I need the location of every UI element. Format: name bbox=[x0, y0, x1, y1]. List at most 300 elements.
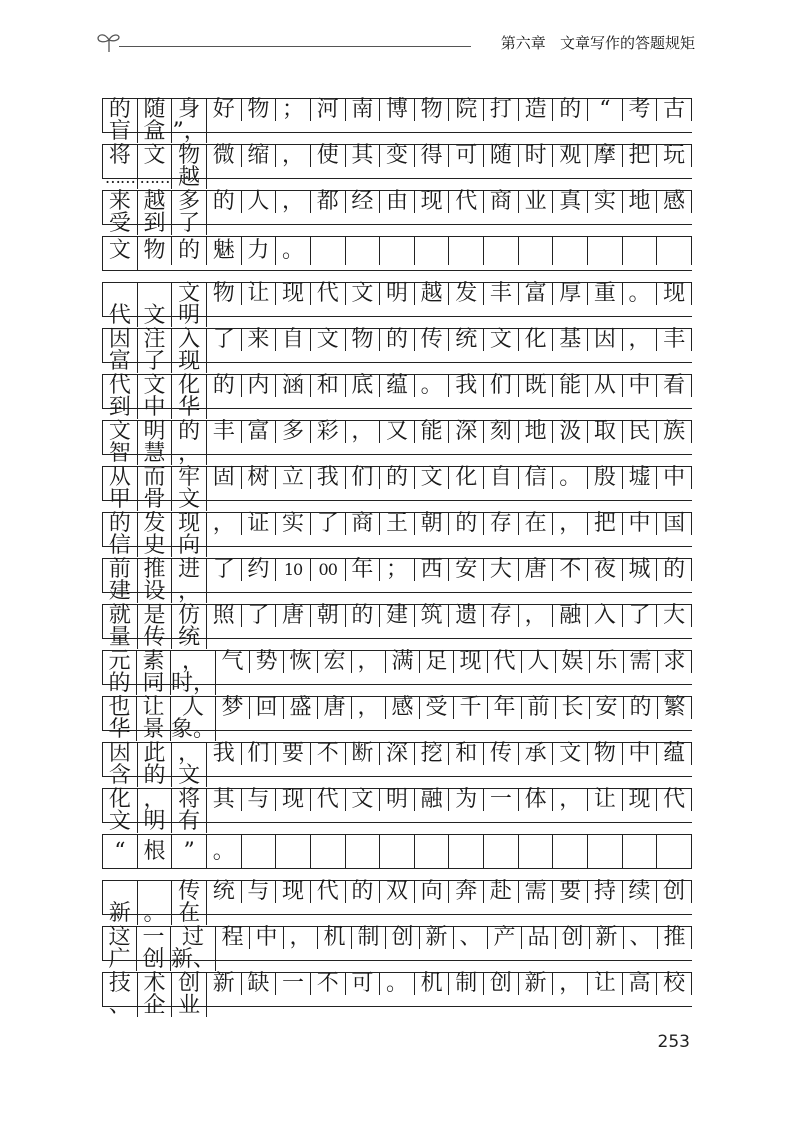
grid-cell: 厚 bbox=[553, 283, 588, 305]
grid-cell bbox=[553, 835, 588, 868]
grid-cell: 商 bbox=[346, 513, 381, 535]
grid-cell bbox=[346, 835, 381, 868]
grid-cell: 彩 bbox=[311, 421, 346, 443]
grid-row bbox=[102, 879, 692, 926]
grid-cell: 都 bbox=[311, 191, 346, 213]
grid-cell: 足 bbox=[420, 651, 454, 673]
grid-cell: 随 bbox=[484, 145, 519, 167]
grid-cell: 证 bbox=[242, 513, 277, 535]
grid-cell: 了 bbox=[623, 605, 658, 627]
grid-cell: 00 bbox=[311, 559, 346, 581]
grid-cell: 推 bbox=[138, 559, 173, 581]
grid-cell: 年 bbox=[346, 559, 381, 581]
grid-cell: 国 bbox=[657, 513, 692, 535]
grid-cell: 。 bbox=[623, 283, 658, 305]
grid-cell: 要 bbox=[553, 881, 588, 903]
grid-cell: 基 bbox=[553, 329, 588, 351]
grid-cell: 回 bbox=[250, 697, 284, 719]
grid-cell: 不 bbox=[311, 743, 346, 765]
writing-grid bbox=[102, 98, 692, 1018]
grid-cell: 让 bbox=[137, 697, 171, 719]
grid-cell: 高 bbox=[623, 973, 658, 995]
grid-cell: 的 bbox=[103, 673, 137, 695]
grid-cell bbox=[588, 237, 623, 265]
grid-cell: 来 bbox=[103, 191, 138, 213]
grid-cell: 大 bbox=[657, 605, 692, 627]
grid-cell: 业 bbox=[172, 995, 207, 1017]
grid-cell: 一 bbox=[276, 973, 311, 995]
grid-cell: 富 bbox=[242, 421, 277, 443]
grid-cell: ， bbox=[553, 973, 588, 995]
grid-cell: 了 bbox=[242, 605, 277, 627]
grid-cell: 新、 bbox=[170, 947, 215, 972]
grid-cell: 业 bbox=[519, 191, 554, 213]
grid-cell: 前 bbox=[103, 559, 138, 581]
grid-cell: 魅 bbox=[207, 237, 242, 265]
grid-cell: 城 bbox=[623, 559, 658, 581]
grid-cell: ， bbox=[346, 421, 381, 443]
grid-cell: 唐 bbox=[276, 605, 311, 627]
grid-cell: 为 bbox=[449, 789, 484, 811]
grid-cell: 赴 bbox=[484, 881, 519, 903]
grid-cell: 地 bbox=[623, 191, 658, 213]
grid-cell: 创 bbox=[657, 881, 692, 903]
grid-cell: 力 bbox=[242, 237, 277, 265]
grid-cell: 现 bbox=[276, 283, 311, 305]
grid-cell: 制 bbox=[352, 927, 386, 949]
grid-cell: 博 bbox=[380, 99, 415, 121]
grid-cell: 涵 bbox=[276, 375, 311, 397]
grid-cell: 代 bbox=[311, 283, 346, 305]
grid-cell: 发 bbox=[449, 283, 484, 305]
grid-cell: 断 bbox=[346, 743, 381, 765]
grid-cell: 新 bbox=[207, 973, 242, 995]
grid-cell: 安 bbox=[449, 559, 484, 581]
grid-cell: 明 bbox=[138, 421, 173, 443]
grid-cell: ； bbox=[380, 559, 415, 581]
grid-cell: 向 bbox=[172, 535, 207, 557]
grid-cell: 遗 bbox=[449, 605, 484, 627]
grid-cell: 与 bbox=[242, 881, 277, 903]
grid-cell: 人 bbox=[522, 651, 556, 673]
grid-cell: 机 bbox=[415, 973, 450, 995]
grid-cell: 中 bbox=[623, 375, 658, 397]
grid-cell: 了 bbox=[207, 329, 242, 351]
grid-cell: 量 bbox=[103, 627, 138, 649]
grid-cell: 的 bbox=[380, 329, 415, 351]
grid-cell: 在 bbox=[172, 903, 207, 925]
grid-cell: 明 bbox=[138, 811, 173, 833]
grid-cell: 新 bbox=[590, 927, 624, 949]
grid-cell: 创 bbox=[172, 973, 207, 995]
grid-cell: 其 bbox=[346, 145, 381, 167]
grid-cell: 。 bbox=[415, 375, 450, 397]
page-number: 253 bbox=[657, 1032, 690, 1052]
grid-cell bbox=[623, 237, 658, 265]
grid-cell: 既 bbox=[519, 375, 554, 397]
grid-cell: 安 bbox=[590, 697, 624, 719]
grid-cell: 文 bbox=[415, 467, 450, 489]
grid-cell: 筑 bbox=[415, 605, 450, 627]
chapter-title: 第六章 文章写作的答题规矩 bbox=[500, 34, 695, 52]
grid-cell: 的 bbox=[103, 513, 138, 535]
grid-cell: 的 bbox=[380, 467, 415, 489]
grid-cell: 代 bbox=[311, 881, 346, 903]
grid-cell: 而 bbox=[138, 467, 173, 489]
grid-cell: ， bbox=[276, 191, 311, 213]
grid-cell: 商 bbox=[484, 191, 519, 213]
grid-cell: 景 bbox=[137, 719, 171, 741]
grid-cell: 取 bbox=[588, 421, 623, 443]
grid-row bbox=[102, 741, 692, 788]
grid-cell: 越 bbox=[138, 191, 173, 213]
grid-cell: 一 bbox=[137, 927, 171, 949]
grid-cell: 慧 bbox=[138, 443, 173, 465]
grid-cell: 从 bbox=[588, 375, 623, 397]
grid-cell: 文 bbox=[138, 145, 173, 167]
grid-cell: 持 bbox=[588, 881, 623, 903]
grid-row bbox=[102, 925, 692, 972]
grid-cell: 繁 bbox=[658, 697, 692, 719]
grid-cell: 真 bbox=[553, 191, 588, 213]
grid-cell: 了 bbox=[138, 351, 173, 373]
grid-cell: 这 bbox=[103, 927, 137, 949]
grid-cell: 有 bbox=[172, 811, 207, 833]
grid-cell: 文 bbox=[103, 421, 138, 443]
grid-cell: 我 bbox=[207, 743, 242, 765]
grid-cell: 好 bbox=[207, 99, 242, 121]
grid-cell: 可 bbox=[346, 973, 381, 995]
grid-cell: 融 bbox=[415, 789, 450, 811]
grid-cell: 和 bbox=[449, 743, 484, 765]
grid-cell: 的 bbox=[346, 881, 381, 903]
grid-cell: 考 bbox=[623, 99, 658, 121]
sprout-icon bbox=[95, 30, 123, 54]
grid-cell: 越 bbox=[415, 283, 450, 305]
grid-cell: 丰 bbox=[207, 421, 242, 443]
grid-cell: 河 bbox=[311, 99, 346, 121]
grid-cell: 受 bbox=[420, 697, 454, 719]
grid-cell: 夜 bbox=[588, 559, 623, 581]
grid-cell: 文 bbox=[138, 305, 173, 327]
grid-cell: 续 bbox=[623, 881, 658, 903]
grid-cell bbox=[519, 835, 554, 868]
grid-cell: 文 bbox=[172, 489, 207, 511]
grid-row bbox=[102, 511, 692, 558]
grid-row bbox=[102, 236, 692, 271]
grid-cell: 树 bbox=[242, 467, 277, 489]
grid-cell bbox=[138, 283, 173, 305]
grid-cell: 也 bbox=[103, 697, 137, 719]
grid-cell: 朝 bbox=[415, 513, 450, 535]
grid-cell: 古 bbox=[657, 99, 692, 121]
grid-cell: 殷 bbox=[588, 467, 623, 489]
grid-cell: 现 bbox=[172, 351, 207, 373]
grid-cell: 西 bbox=[415, 559, 450, 581]
grid-cell: 文 bbox=[138, 375, 173, 397]
grid-cell: 玩 bbox=[657, 145, 692, 167]
grid-cell: 体 bbox=[519, 789, 554, 811]
grid-cell: 南 bbox=[346, 99, 381, 121]
grid-cell: 能 bbox=[415, 421, 450, 443]
grid-cell: 年 bbox=[488, 697, 522, 719]
grid-cell: ”， bbox=[172, 119, 206, 144]
grid-cell: 需 bbox=[624, 651, 658, 673]
grid-cell: 墟 bbox=[623, 467, 658, 489]
grid-cell bbox=[311, 835, 346, 868]
grid-cell: 院 bbox=[449, 99, 484, 121]
grid-cell: 恢 bbox=[284, 651, 318, 673]
grid-cell: 前 bbox=[522, 697, 556, 719]
grid-cell bbox=[380, 835, 415, 868]
grid-cell: 千 bbox=[454, 697, 488, 719]
grid-cell: ， bbox=[207, 513, 242, 535]
grid-cell: 代 bbox=[488, 651, 522, 673]
grid-row bbox=[102, 281, 692, 328]
grid-cell: 的 bbox=[346, 605, 381, 627]
grid-cell: ， bbox=[138, 789, 173, 811]
grid-cell: 娱 bbox=[556, 651, 590, 673]
grid-cell: “ bbox=[588, 99, 623, 121]
grid-cell: 将 bbox=[103, 145, 138, 167]
grid-cell: 把 bbox=[623, 145, 658, 167]
grid-cell: 感 bbox=[657, 191, 692, 213]
grid-cell: 能 bbox=[553, 375, 588, 397]
grid-cell: 代 bbox=[311, 789, 346, 811]
grid-cell: ； bbox=[276, 99, 311, 121]
grid-cell: 势 bbox=[250, 651, 284, 673]
grid-cell: 现 bbox=[657, 283, 692, 305]
grid-cell: ， bbox=[352, 651, 386, 673]
grid-cell: 经 bbox=[346, 191, 381, 213]
grid-cell: 我 bbox=[449, 375, 484, 397]
header-rule bbox=[119, 46, 471, 47]
grid-cell: 唐 bbox=[519, 559, 554, 581]
grid-cell: 王 bbox=[380, 513, 415, 535]
grid-cell: …… bbox=[138, 167, 173, 189]
grid-cell bbox=[588, 835, 623, 868]
grid-cell: 中 bbox=[657, 467, 692, 489]
grid-cell bbox=[484, 835, 519, 868]
grid-cell: 文 bbox=[346, 283, 381, 305]
grid-row bbox=[102, 97, 692, 144]
grid-cell: 多 bbox=[276, 421, 311, 443]
grid-cell: 创 bbox=[484, 973, 519, 995]
grid-cell: 广 bbox=[103, 949, 137, 971]
grid-cell: 进 bbox=[172, 559, 207, 581]
grid-cell: 因 bbox=[103, 329, 138, 351]
grid-cell: 传 bbox=[172, 881, 207, 903]
grid-cell: 建 bbox=[103, 581, 138, 603]
grid-cell: 自 bbox=[484, 467, 519, 489]
grid-row bbox=[102, 834, 692, 869]
grid-cell: 看 bbox=[657, 375, 692, 397]
grid-cell: 制 bbox=[449, 973, 484, 995]
grid-cell: 甲 bbox=[103, 489, 138, 511]
grid-cell: ， bbox=[519, 605, 554, 627]
grid-cell: 微 bbox=[207, 145, 242, 167]
grid-cell: 融 bbox=[553, 605, 588, 627]
grid-cell: 造 bbox=[519, 99, 554, 121]
grid-cell: ， bbox=[172, 581, 207, 603]
grid-cell: 缩 bbox=[242, 145, 277, 167]
grid-cell: 物 bbox=[415, 99, 450, 121]
grid-cell: 让 bbox=[588, 789, 623, 811]
grid-cell: 发 bbox=[138, 513, 173, 535]
grid-row bbox=[102, 143, 692, 190]
grid-cell: 蕴 bbox=[380, 375, 415, 397]
grid-cell: 文 bbox=[103, 811, 138, 833]
grid-cell: 推 bbox=[658, 927, 692, 949]
grid-row bbox=[102, 695, 692, 742]
grid-cell: 的 bbox=[207, 191, 242, 213]
grid-cell: 代 bbox=[657, 789, 692, 811]
grid-cell: 化 bbox=[519, 329, 554, 351]
grid-cell: 求 bbox=[658, 651, 692, 673]
grid-cell: 仿 bbox=[172, 605, 207, 627]
grid-cell: 得 bbox=[415, 145, 450, 167]
grid-cell: 术 bbox=[138, 973, 173, 995]
grid-cell: 朝 bbox=[311, 605, 346, 627]
grid-cell: 传 bbox=[138, 627, 173, 649]
grid-cell: 内 bbox=[242, 375, 277, 397]
grid-cell: 们 bbox=[346, 467, 381, 489]
grid-cell: 族 bbox=[657, 421, 692, 443]
grid-cell: 固 bbox=[207, 467, 242, 489]
grid-cell: 多 bbox=[172, 191, 207, 213]
grid-cell: 把 bbox=[588, 513, 623, 535]
grid-cell: 文 bbox=[172, 765, 207, 787]
grid-cell bbox=[311, 237, 346, 265]
grid-cell: 的 bbox=[103, 99, 138, 121]
grid-cell: 现 bbox=[276, 881, 311, 903]
grid-cell: 物 bbox=[242, 99, 277, 121]
grid-cell bbox=[276, 835, 311, 868]
grid-cell: 传 bbox=[415, 329, 450, 351]
grid-cell: 现 bbox=[172, 513, 207, 535]
grid-cell: 越 bbox=[172, 167, 207, 189]
grid-cell: 蕴 bbox=[657, 743, 692, 765]
grid-cell: 和 bbox=[311, 375, 346, 397]
grid-cell: 此 bbox=[138, 743, 173, 765]
grid-cell: 代 bbox=[103, 305, 138, 327]
grid-cell: 实 bbox=[276, 513, 311, 535]
grid-cell: 其 bbox=[207, 789, 242, 811]
grid-cell: 丰 bbox=[657, 329, 692, 351]
grid-cell bbox=[103, 881, 138, 903]
grid-cell: 物 bbox=[138, 237, 173, 265]
grid-cell: 化 bbox=[103, 789, 138, 811]
grid-cell: 过 bbox=[171, 927, 216, 949]
grid-cell: 新 bbox=[103, 903, 138, 925]
grid-cell: 从 bbox=[103, 467, 138, 489]
grid-cell: 时， bbox=[170, 671, 215, 696]
grid-cell: 在 bbox=[519, 513, 554, 535]
grid-cell: 注 bbox=[138, 329, 173, 351]
grid-cell: 承 bbox=[519, 743, 554, 765]
grid-cell: 统 bbox=[207, 881, 242, 903]
grid-cell bbox=[519, 237, 554, 265]
grid-cell bbox=[242, 835, 277, 868]
grid-cell: 盛 bbox=[284, 697, 318, 719]
grid-cell: 地 bbox=[519, 421, 554, 443]
grid-cell: 产 bbox=[488, 927, 522, 949]
grid-cell: 设 bbox=[138, 581, 173, 603]
grid-cell: 使 bbox=[311, 145, 346, 167]
grid-cell: 明 bbox=[172, 305, 207, 327]
grid-cell: 感 bbox=[386, 697, 420, 719]
page-header bbox=[95, 30, 695, 56]
grid-cell: 自 bbox=[276, 329, 311, 351]
grid-row bbox=[102, 603, 692, 650]
grid-cell: 随 bbox=[138, 99, 173, 121]
grid-cell: 文 bbox=[311, 329, 346, 351]
grid-cell: 明 bbox=[380, 283, 415, 305]
grid-cell: 梦 bbox=[216, 697, 250, 719]
grid-cell: 存 bbox=[484, 513, 519, 535]
grid-cell: 代 bbox=[449, 191, 484, 213]
grid-cell: 向 bbox=[415, 881, 450, 903]
grid-row bbox=[102, 189, 692, 236]
grid-cell: 照 bbox=[207, 605, 242, 627]
grid-cell: 的 bbox=[553, 99, 588, 121]
grid-cell: 根 bbox=[138, 835, 173, 868]
grid-cell bbox=[103, 283, 138, 305]
grid-cell: ， bbox=[276, 145, 311, 167]
grid-cell: 。 bbox=[207, 835, 242, 868]
grid-cell: 们 bbox=[242, 743, 277, 765]
grid-cell bbox=[103, 265, 138, 271]
grid-cell: 盒 bbox=[138, 121, 173, 143]
grid-cell bbox=[415, 835, 450, 868]
grid-cell: 智 bbox=[103, 443, 138, 465]
grid-cell bbox=[484, 237, 519, 265]
grid-cell: 让 bbox=[242, 283, 277, 305]
grid-cell: 。 bbox=[138, 903, 173, 925]
grid-cell: 们 bbox=[484, 375, 519, 397]
grid-cell: 建 bbox=[380, 605, 415, 627]
grid-cell: 双 bbox=[380, 881, 415, 903]
grid-row bbox=[102, 419, 692, 466]
grid-cell: 深 bbox=[449, 421, 484, 443]
grid-cell: 的 bbox=[138, 765, 173, 787]
grid-cell: ， bbox=[172, 443, 207, 465]
grid-cell: 挖 bbox=[415, 743, 450, 765]
grid-cell: 、 bbox=[103, 995, 138, 1017]
grid-cell: 底 bbox=[346, 375, 381, 397]
grid-cell: 乐 bbox=[590, 651, 624, 673]
grid-cell: 刻 bbox=[484, 421, 519, 443]
grid-cell: 新 bbox=[420, 927, 454, 949]
grid-cell: 不 bbox=[311, 973, 346, 995]
grid-cell: 现 bbox=[623, 789, 658, 811]
grid-cell: 的 bbox=[657, 559, 692, 581]
grid-cell: 牢 bbox=[172, 467, 207, 489]
grid-cell: 就 bbox=[103, 605, 138, 627]
grid-cell: 品 bbox=[522, 927, 556, 949]
grid-cell: 校 bbox=[657, 973, 692, 995]
grid-cell bbox=[346, 237, 381, 265]
grid-cell bbox=[657, 237, 692, 265]
grid-cell: 信 bbox=[103, 535, 138, 557]
grid-row bbox=[102, 787, 692, 834]
grid-cell: 气 bbox=[216, 651, 250, 673]
grid-cell: ， bbox=[284, 927, 318, 949]
grid-cell: 骨 bbox=[138, 489, 173, 511]
grid-cell: 的 bbox=[449, 513, 484, 535]
grid-cell: 物 bbox=[207, 283, 242, 305]
grid-cell: 代 bbox=[103, 375, 138, 397]
